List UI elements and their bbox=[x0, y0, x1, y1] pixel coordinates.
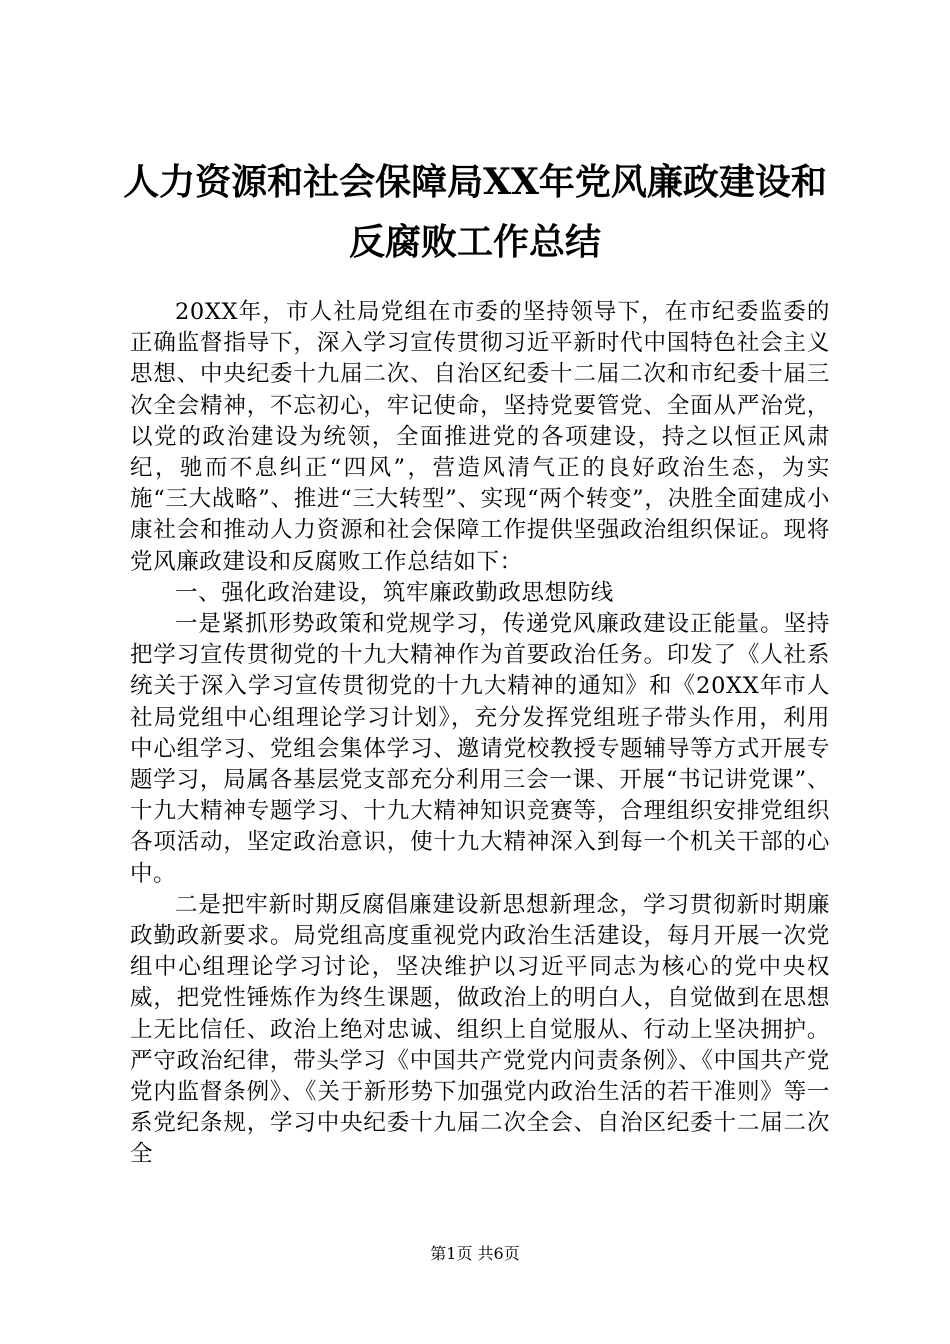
paragraph-point-2: 二是把牢新时期反腐倡廉建设新思想新理念，学习贯彻新时期廉政勤政新要求。局党组高度重视党内政治生活建设，每月开展一次党组中心组理论学习讨论，坚决维护以习近平同志为核心的党中央权威，把党性锤炼作为终生课题，做政治上的明白人，自觉做到在思想上无比信任、政治上绝对忠诚、组织上自觉服从、行动上坚决拥护。严守政治纪律，带头学习《中国共产党党内问责条例》、《中国共产党党内监督条例》、《关于新形势下加强党内政治生活的若干准则》等一系党纪条规，学习中央纪委十九届二次全会、自治区纪委十二届二次全 bbox=[130, 891, 830, 1168]
document-title-line-1: 人力资源和社会保障局XX年党风廉政建设和 bbox=[123, 161, 827, 203]
paragraph-intro: 20XX年，市人社局党组在市委的坚持领导下，在市纪委监委的正确监督指导下，深入学习宣传贯彻习近平新时代中国特色社会主义思想、中央纪委十九届二次、自治区纪委十二届二次和市纪委十届三次全会精神，不忘初心，牢记使命，坚持党要管党、全面从严治党，以党的政治建设为统领，全面推进党的各项建设，持之以恒正风肃纪，驰而不息纠正“四风”，营造风清气正的良好政治生态，为实施“三大战略”、推进“三大转型”、实现“两个转变”，决胜全面建成小康社会和推动人力资源和社会保障工作提供坚强政治组织保证。现将党风廉政建设和反腐败工作总结如下： bbox=[130, 299, 830, 575]
document-body bbox=[130, 297, 830, 1171]
paragraph-point-1: 一是紧抓形势政策和党规学习，传递党风廉政建设正能量。坚持把学习宣传贯彻党的十九大精神作为首要政治任务。印发了《人社系统关于深入学习宣传贯彻党的十九大精神的通知》和《20XX年市人社局党组中心组理论学习计划》，充分发挥党组班子带头作用，利用中心组学习、党组会集体学习、邀请党校教授专题辅导等方式开展专题学习，局属各基层党支部充分利用三会一课、开展“书记讲党课”、十九大精神专题学习、十九大精神知识竞赛等，合理组织安排党组织各项活动，坚定政治意识，使十九大精神深入到每一个机关干部的心中。 bbox=[130, 611, 830, 887]
document-title-line-2: 反腐败工作总结 bbox=[348, 221, 601, 263]
section-heading-1: 一、强化政治建设，筑牢廉政勤政思想防线 bbox=[175, 579, 614, 606]
page-footer: 第1页 共6页 bbox=[430, 1244, 520, 1263]
